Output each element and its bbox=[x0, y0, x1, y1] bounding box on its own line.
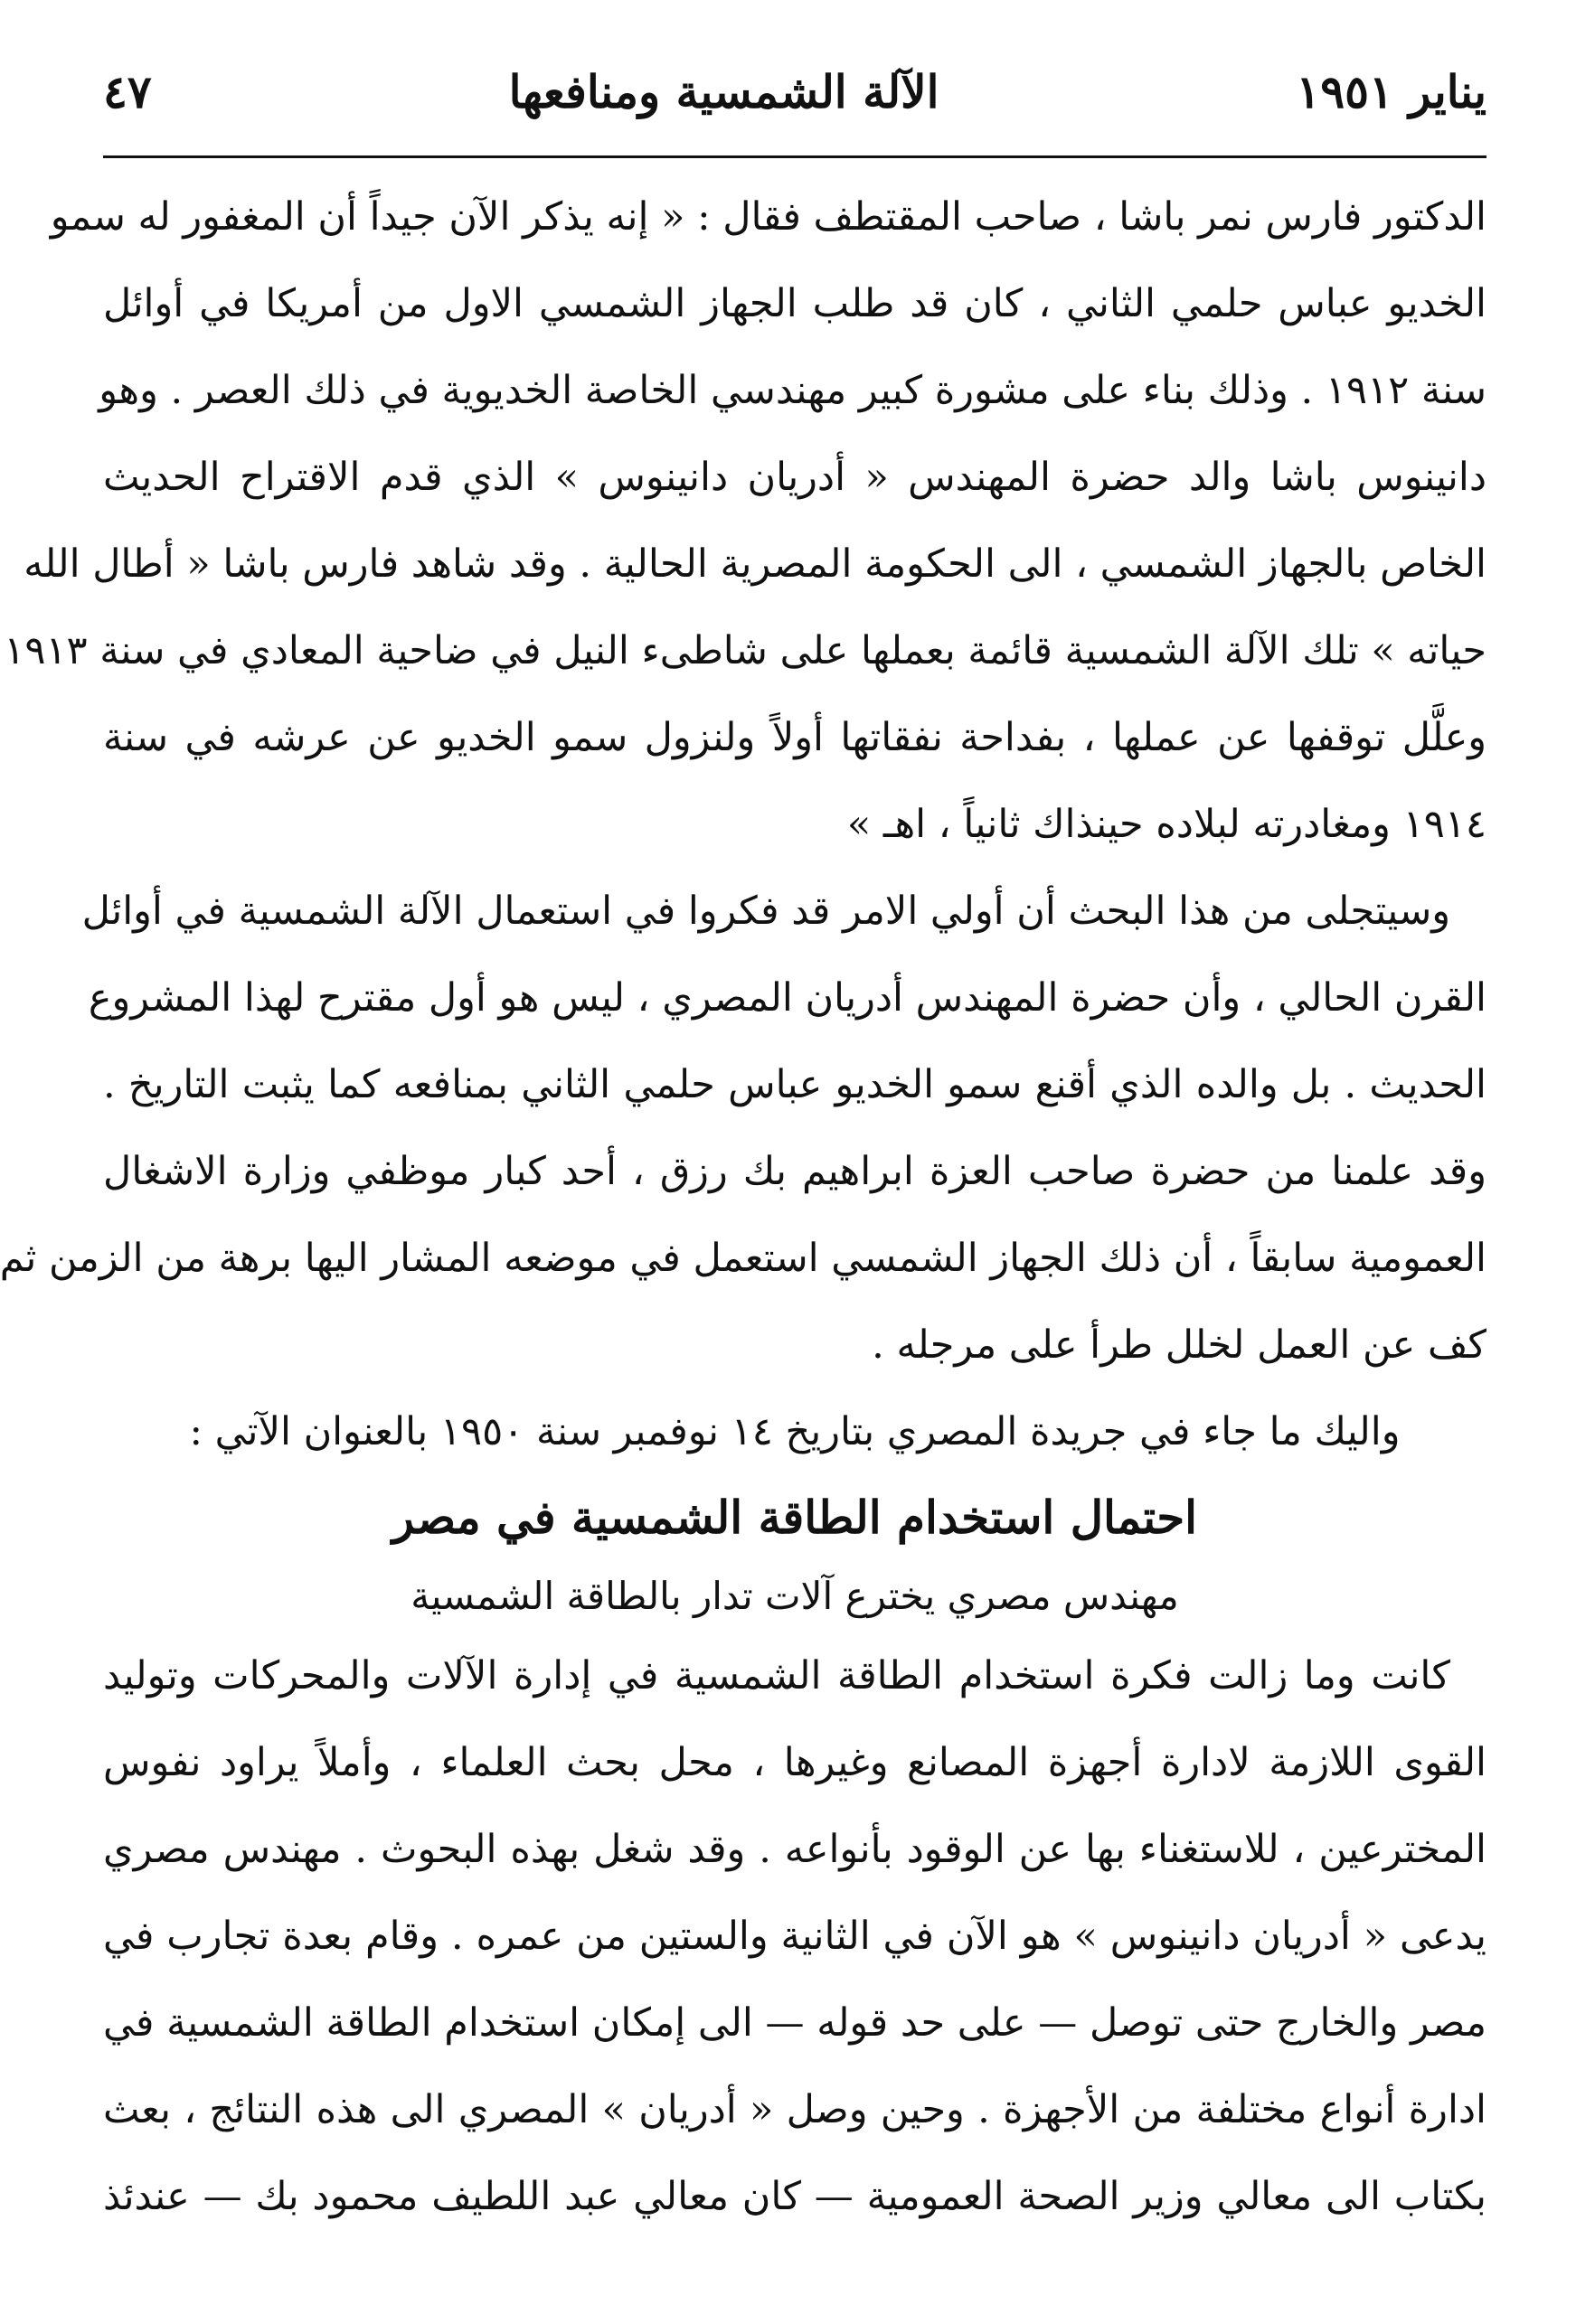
text-line: مصر والخارج حتى توصل — على حد قوله — الى إمكان استخدام الطاقة الشمسية في bbox=[103, 2000, 1486, 2046]
text-line: القرن الحالي ، وأن حضرة المهندس أدريان المصري ، ليس هو أول مقترح لهذا المشروع bbox=[88, 975, 1486, 1021]
paragraph-3 bbox=[0, 1128, 1486, 1388]
text-line: سنة ١٩١٢ . وذلك بناء على مشورة كبير مهندسي الخاصة الخديوية في ذلك العصر . وهو bbox=[99, 368, 1486, 413]
header-rule bbox=[103, 155, 1486, 158]
quoted-subheading: مهندس مصري يخترع آلات تدار بالطاقة الشمسية bbox=[411, 1574, 1179, 1618]
text-line: واليك ما جاء في جريدة المصري بتاريخ ١٤ نوفمبر سنة ١٩٥٠ بالعنوان الآتي : bbox=[189, 1409, 1401, 1454]
text-line: كف عن العمل لخلل طرأ على مرجله . bbox=[872, 1322, 1486, 1368]
paragraph-1 bbox=[4, 174, 1486, 868]
page-number: ٤٧ bbox=[103, 65, 152, 118]
article-body bbox=[0, 174, 1486, 2240]
text-line: ادارة أنواع مختلفة من الأجهزة . وحين وصل « أدريان » المصري الى هذه النتائج ، بعث bbox=[103, 2087, 1486, 2132]
text-line: وقد علمنا من حضرة صاحب العزة ابراهيم بك رزق ، أحد كبار موظفي وزارة الاشغال bbox=[103, 1149, 1486, 1194]
text-line: وسيتجلى من هذا البحث أن أولي الامر قد فكروا في استعمال الآلة الشمسية في أوائل bbox=[81, 889, 1450, 934]
text-line: الدكتور فارس نمر باشا ، صاحب المقتطف فقال : « إنه يذكر الآن جيداً أن المغفور له سمو bbox=[50, 194, 1486, 240]
header-title: الآلة الشمسية ومنافعها bbox=[508, 65, 939, 118]
text-line: القوى اللازمة لادارة أجهزة المصانع وغيرها ، محل بحث العلماء ، وأملاً يراود نفوس bbox=[103, 1740, 1486, 1785]
text-line: يدعى « أدريان دانينوس » هو الآن في الثانية والستين من عمره . وقام بعدة تجارب في bbox=[103, 1914, 1486, 1959]
text-line: ١٩١٤ ومغادرته لبلاده حينذاك ثانياً ، اهـ » bbox=[846, 802, 1486, 847]
text-line: الحديث . بل والده الذي أقنع سمو الخديو عباس حلمي الثاني بمنافعه كما يثبت التاريخ . bbox=[103, 1062, 1486, 1107]
paragraph-2 bbox=[81, 868, 1486, 1128]
text-line: الخديو عباس حلمي الثاني ، كان قد طلب الجهاز الشمسي الاول من أمريكا في أوائل bbox=[103, 281, 1486, 326]
text-line: العمومية سابقاً ، أن ذلك الجهاز الشمسي استعمل في موضعه المشار اليها برهة من الزمن ثم bbox=[0, 1236, 1486, 1281]
text-line: دانينوس باشا والد حضرة المهندس « أدريان دانينوس » الذي قدم الاقتراح الحديث bbox=[103, 455, 1486, 500]
header-date: يناير ١٩٥١ bbox=[1296, 65, 1486, 118]
text-line: حياته » تلك الآلة الشمسية قائمة بعملها على شاطىء النيل في ضاحية المعادي في سنة ١٩١٣ bbox=[4, 628, 1486, 673]
text-line: كانت وما زالت فكرة استخدام الطاقة الشمسية في إدارة الآلات والمحركات وتوليد bbox=[103, 1653, 1450, 1698]
text-line: المخترعين ، للاستغناء بها عن الوقود بأنواعه . وقد شغل بهذه البحوث . مهندس مصري bbox=[103, 1827, 1486, 1872]
text-line: بكتاب الى معالي وزير الصحة العمومية — كان معالي عبد اللطيف محمود بك — عندئذ bbox=[103, 2174, 1486, 2219]
paragraph-4 bbox=[103, 1388, 1486, 1475]
paragraph-5 bbox=[103, 1632, 1486, 2240]
text-line: وعلَّل توقفها عن عملها ، بفداحة نفقاتها أولاً ولنزول سمو الخديو عن عرشه في سنة bbox=[103, 715, 1486, 760]
running-header bbox=[103, 56, 1486, 128]
text-line: الخاص بالجهاز الشمسي ، الى الحكومة المصرية الحالية . وقد شاهد فارس باشا « أطال الله bbox=[24, 541, 1486, 587]
quoted-heading: احتمال استخدام الطاقة الشمسية في مصر bbox=[392, 1491, 1198, 1544]
